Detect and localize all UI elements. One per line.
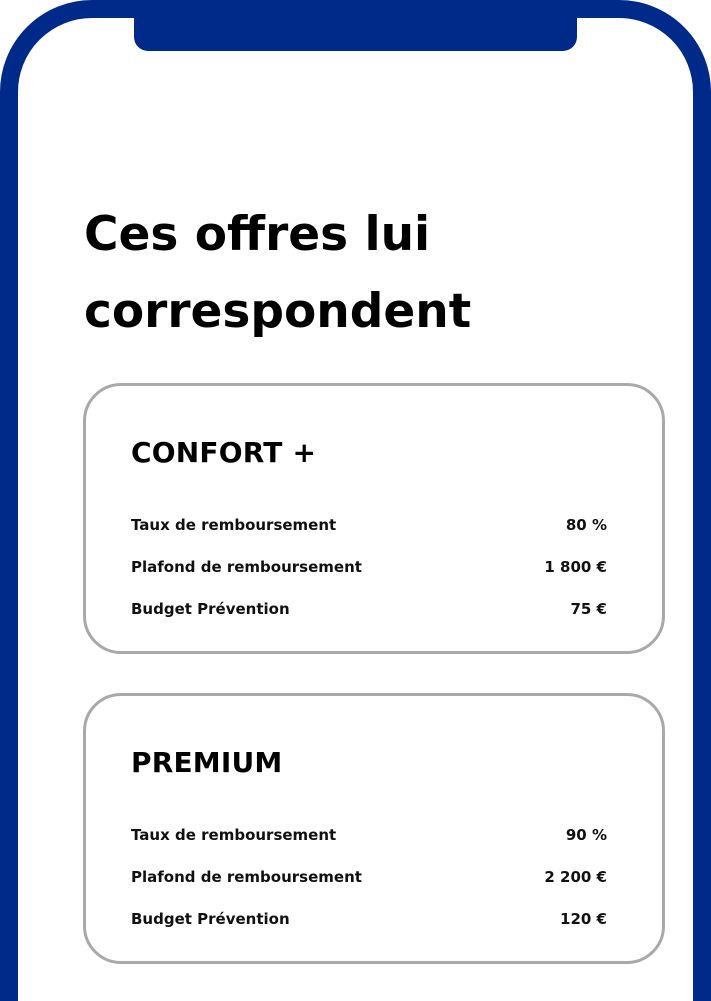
- offer-details: [131, 504, 607, 630]
- row-label: Budget Prévention: [131, 600, 290, 618]
- phone-notch: [134, 0, 577, 51]
- offer-row-reimbursement-rate: [131, 814, 607, 856]
- row-value: 120 €: [560, 910, 607, 928]
- offer-card-confort-plus[interactable]: [83, 383, 665, 654]
- row-label: Taux de remboursement: [131, 516, 337, 534]
- offer-row-reimbursement-cap: [131, 856, 607, 898]
- row-label: Plafond de remboursement: [131, 558, 362, 576]
- offer-row-prevention-budget: [131, 588, 607, 630]
- row-value: 1 800 €: [544, 558, 607, 576]
- phone-screen: [36, 36, 675, 1001]
- row-label: Taux de remboursement: [131, 826, 337, 844]
- offer-name: PREMIUM: [131, 746, 283, 779]
- offer-name: CONFORT +: [131, 436, 317, 469]
- page-title: Ces offres lui correspondent: [84, 207, 472, 339]
- offer-card-premium[interactable]: [83, 693, 665, 964]
- row-label: Budget Prévention: [131, 910, 290, 928]
- row-value: 90 %: [565, 826, 607, 844]
- row-label: Plafond de remboursement: [131, 868, 362, 886]
- offer-row-reimbursement-cap: [131, 546, 607, 588]
- row-value: 2 200 €: [544, 868, 607, 886]
- row-value: 80 %: [565, 516, 607, 534]
- offer-details: [131, 814, 607, 940]
- offer-row-prevention-budget: [131, 898, 607, 940]
- offer-row-reimbursement-rate: [131, 504, 607, 546]
- row-value: 75 €: [570, 600, 607, 618]
